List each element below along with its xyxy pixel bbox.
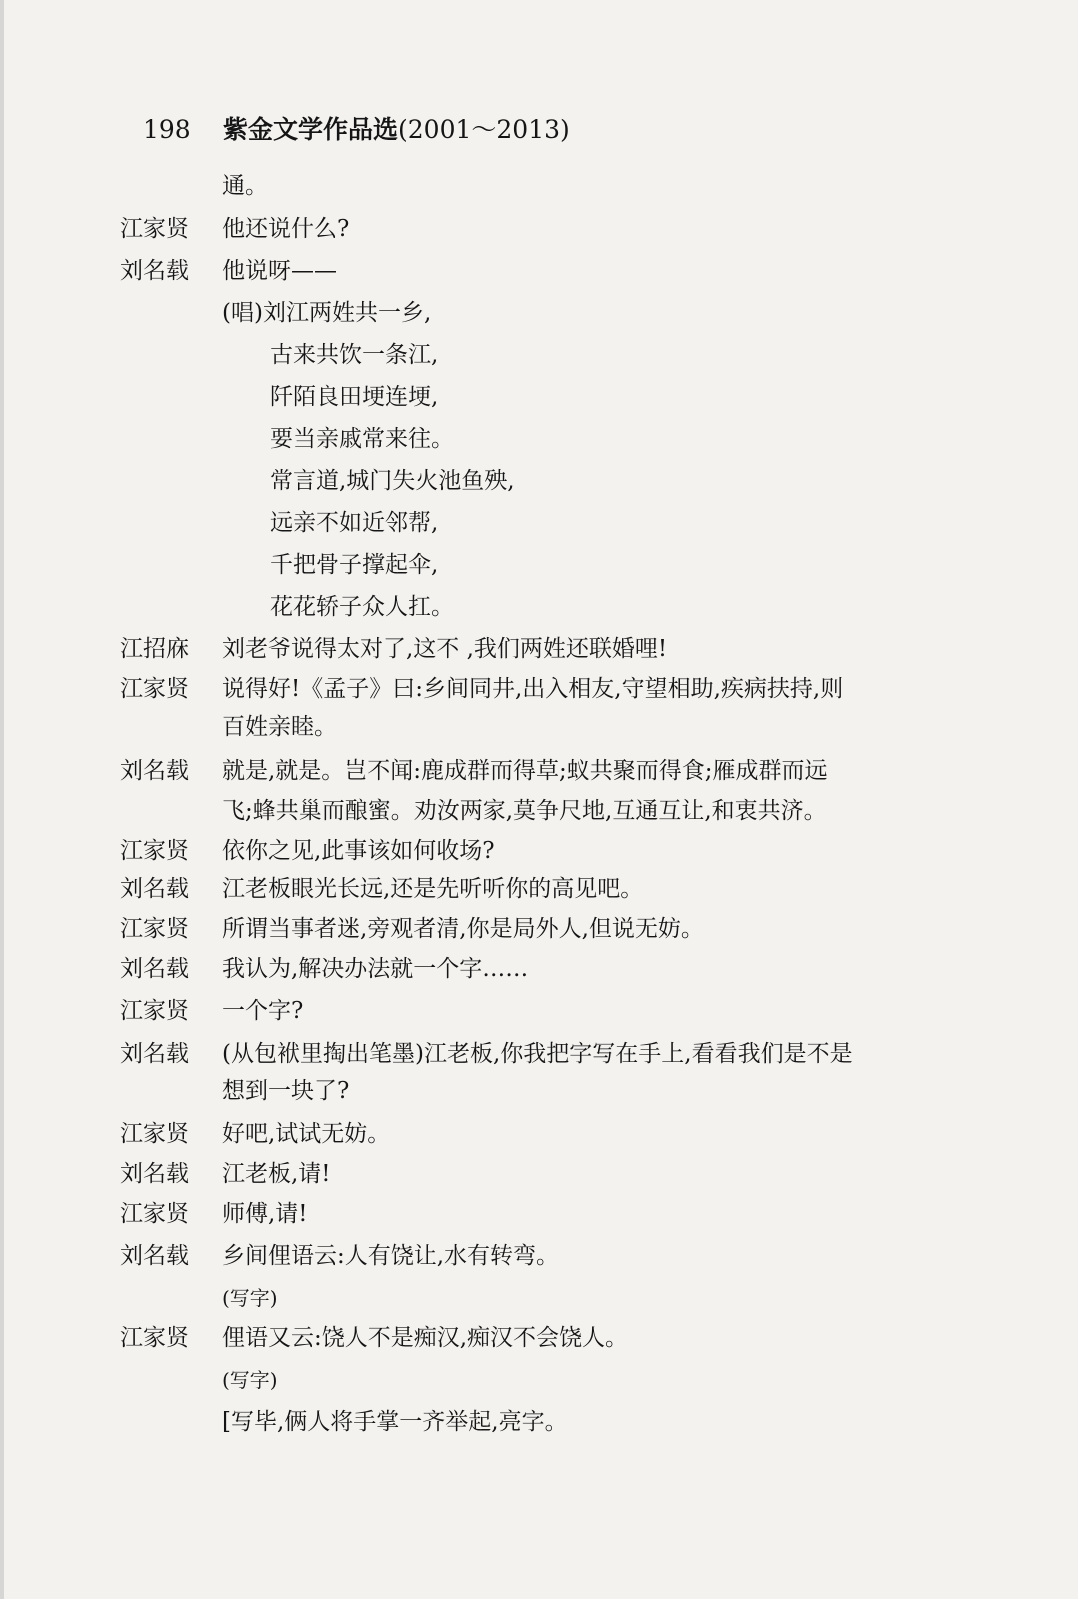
verse-line: 要当亲戚常来往。 — [270, 426, 454, 452]
dialogue-text: 师傅,请! — [222, 1201, 308, 1227]
running-header — [143, 110, 570, 146]
page-number: 198 — [143, 115, 191, 144]
speaker-name: 刘名载 — [120, 876, 189, 902]
speaker-name: 江家贤 — [120, 998, 189, 1024]
dialogue-text: 俚语又云:饶人不是痴汉,痴汉不会饶人。 — [222, 1325, 629, 1351]
speaker-name: 江家贤 — [120, 216, 189, 242]
verse-line: 古来共饮一条江, — [270, 342, 439, 368]
dialogue-text: 我认为,解决办法就一个字…… — [222, 956, 529, 982]
book-years: (2001～2013) — [398, 115, 570, 144]
dialogue-text: 江老板,请! — [222, 1161, 331, 1187]
speaker-name: 江招庥 — [120, 636, 189, 662]
speaker-name: 江家贤 — [120, 916, 189, 942]
song-line: (唱)刘江两姓共一乡, — [222, 300, 432, 326]
speaker-name: 江家贤 — [120, 676, 189, 702]
page-edge — [0, 0, 4, 1599]
dialogue-text: 飞;蜂共巢而酿蜜。劝汝两家,莫争尺地,互通互让,和衷共济。 — [222, 798, 827, 824]
speaker-name: 刘名载 — [120, 956, 189, 982]
dialogue-text: 想到一块了? — [222, 1078, 350, 1104]
speaker-name: 江家贤 — [120, 838, 189, 864]
speaker-name: 刘名载 — [120, 758, 189, 784]
dialogue-text: 依你之见,此事该如何收场? — [222, 838, 495, 864]
dialogue-text: 他说呀—— — [222, 258, 337, 284]
dialogue-text: 刘老爷说得太对了,这不 ,我们两姓还联婚哩! — [222, 636, 668, 662]
speaker-name: 江家贤 — [120, 1121, 189, 1147]
dialogue-text: 通。 — [222, 173, 268, 199]
speaker-name: 刘名载 — [120, 1243, 189, 1269]
dialogue-text: 江老板眼光长远,还是先听听你的高见吧。 — [222, 876, 644, 902]
verse-line: 花花轿子众人扛。 — [270, 594, 454, 620]
speaker-name: 刘名载 — [120, 1041, 189, 1067]
book-title: 紫金文学作品选 — [223, 115, 399, 144]
speaker-name: 刘名载 — [120, 258, 189, 284]
dialogue-text: 一个字? — [222, 998, 304, 1024]
dialogue-text: 他还说什么? — [222, 216, 350, 242]
verse-line: 远亲不如近邻帮, — [270, 510, 439, 536]
speaker-name: 江家贤 — [120, 1325, 189, 1351]
dialogue-text: 所谓当事者迷,旁观者清,你是局外人,但说无妨。 — [222, 916, 704, 942]
verse-line: 千把骨子撑起伞, — [270, 552, 439, 578]
speaker-name: 刘名载 — [120, 1161, 189, 1187]
stage-direction: (写字) — [222, 1286, 278, 1310]
stage-direction: [写毕,俩人将手掌一齐举起,亮字。 — [222, 1409, 568, 1435]
verse-line: 阡陌良田埂连埂, — [270, 384, 439, 410]
verse-line: 常言道,城门失火池鱼殃, — [270, 468, 515, 494]
dialogue-text: 百姓亲睦。 — [222, 714, 337, 740]
stage-direction: (写字) — [222, 1368, 278, 1392]
dialogue-text: 好吧,试试无妨。 — [222, 1121, 391, 1147]
dialogue-text: 说得好!《孟子》曰:乡间同井,出入相友,守望相助,疾病扶持,则 — [222, 676, 844, 702]
dialogue-text: 就是,就是。岂不闻:鹿成群而得草;蚁共聚而得食;雁成群而远 — [222, 758, 828, 784]
dialogue-text: 乡间俚语云:人有饶让,水有转弯。 — [222, 1243, 560, 1269]
speaker-name: 江家贤 — [120, 1201, 189, 1227]
dialogue-text: (从包袱里掏出笔墨)江老板,你我把字写在手上,看看我们是不是 — [222, 1041, 853, 1067]
